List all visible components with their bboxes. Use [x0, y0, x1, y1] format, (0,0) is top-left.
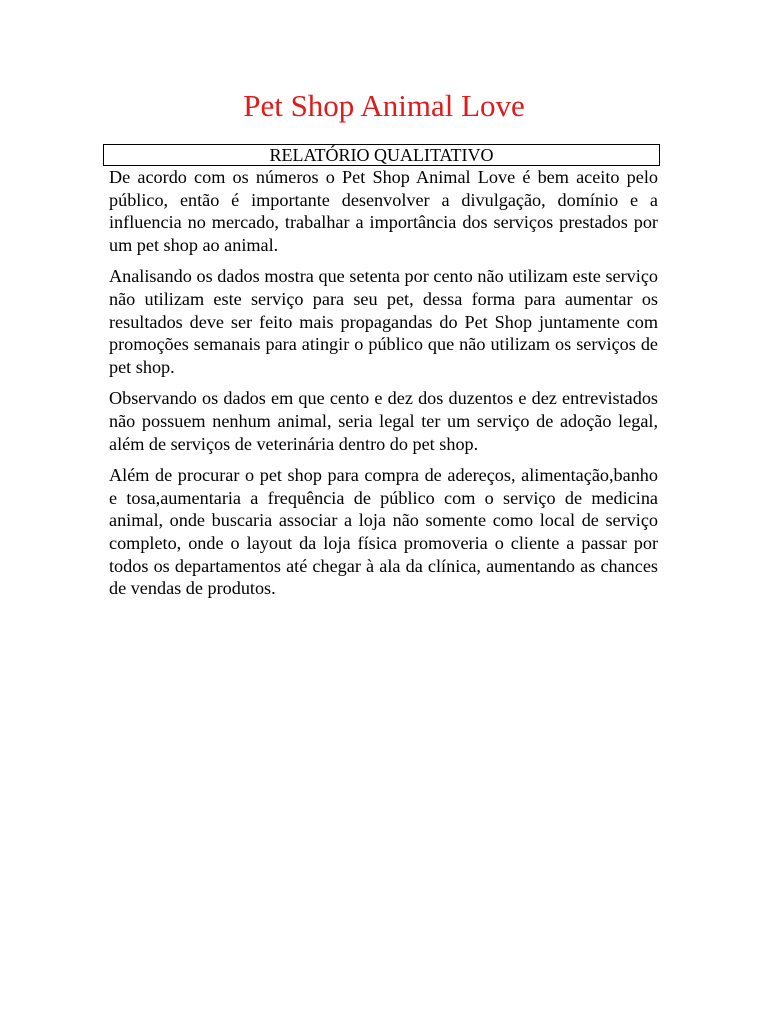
document-title: Pet Shop Animal Love — [243, 88, 525, 123]
report-heading: RELATÓRIO QUALITATIVO — [269, 145, 494, 165]
document-body — [109, 166, 658, 609]
paragraph-1: De acordo com os números o Pet Shop Animal Love é bem aceito pelo público, então é importante desenvolver a divulgação, domínio e a influencia no mercado, trabalhar a importância dos serviços prestados por um pet shop ao animal. — [109, 167, 658, 255]
report-heading-box — [103, 144, 660, 166]
paragraph-2: Analisando os dados mostra que setenta por cento não utilizam este serviço não utilizam este serviço para seu pet, dessa forma para aumentar os resultados deve ser feito mais propagandas do Pet Shop juntamente com promoções semanais para atingir o público que não utilizam os serviços de pet shop. — [109, 266, 658, 377]
paragraph-3: Observando os dados em que cento e dez dos duzentos e dez entrevistados não possuem nenhum animal, seria legal ter um serviço de adoção legal, além de serviços de veterinária dentro do pet shop. — [109, 388, 658, 454]
paragraph-4: Além de procurar o pet shop para compra de adereços, alimentação,banho e tosa,aumentaria a frequência de público com o serviço de medicina animal, onde buscaria associar a loja não somente como local de serviço completo, onde o layout da loja física promoveria o cliente a passar por todos os departamentos até chegar à ala da clínica, aumentando as chances de vendas de produtos. — [109, 465, 658, 599]
